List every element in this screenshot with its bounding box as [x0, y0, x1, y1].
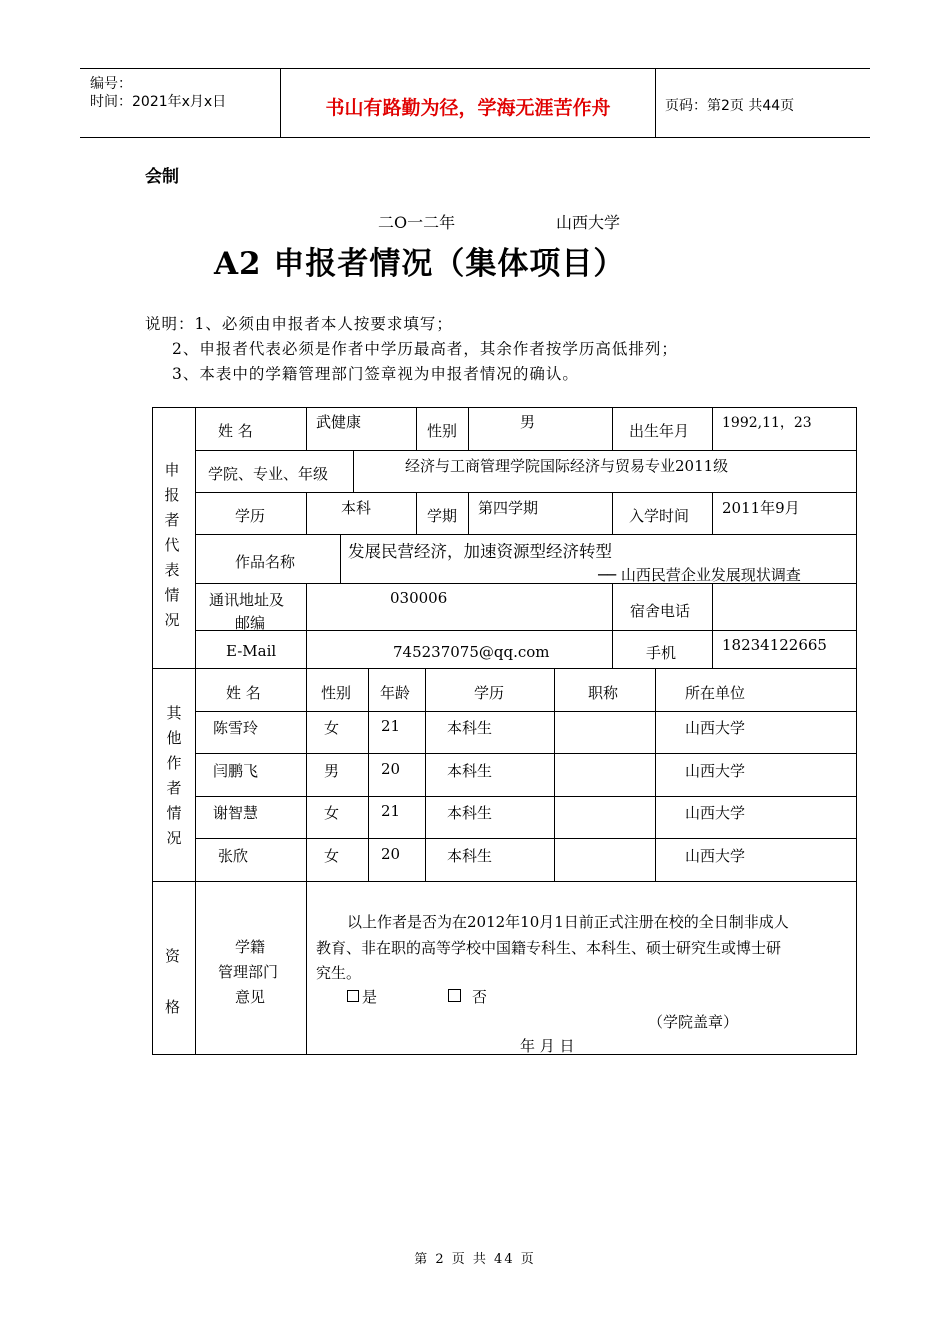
email-label: E-Mail: [226, 642, 277, 660]
header-motto-cell: [280, 69, 656, 137]
term-label: 学期: [427, 507, 458, 525]
author-education: 本科生: [447, 804, 493, 822]
document-number-label: 编号：: [90, 76, 132, 92]
dept-label-1: 学籍: [235, 938, 266, 956]
applicant-address: 030006: [390, 589, 448, 607]
dorm-phone-label: 宿舍电话: [630, 602, 691, 620]
note-line-1: 说明：1、必须由申报者本人按要求填写；: [145, 315, 453, 333]
others-header-gender: 性别: [321, 684, 352, 702]
note-line-3: 3、本表中的学籍管理部门签章视为申报者情况的确认。: [172, 365, 579, 383]
note-line-2: 2、申报者代表必须是作者中学历最高者，其余作者按学历高低排列；: [172, 340, 678, 358]
address-label-2: 邮编: [235, 614, 266, 632]
work-subtitle: ── 山西民营企业发展现状调查: [598, 566, 801, 584]
address-label-1: 通讯地址及: [209, 591, 285, 609]
author-unit: 山西大学: [685, 719, 746, 737]
author-unit: 山西大学: [685, 847, 746, 865]
applicant-email: 745237075@qq.com: [393, 643, 550, 661]
document-time-label: 时间：2021年x月x日: [90, 94, 227, 110]
work-label: 作品名称: [235, 553, 296, 571]
author-gender: 男: [324, 762, 340, 780]
yes-checkbox[interactable]: [347, 990, 359, 1002]
applicant-mobile: 18234122665: [722, 636, 827, 654]
page-header: [80, 68, 870, 138]
page-footer: 第 2 页 共 44 页: [414, 1252, 536, 1267]
qualification-statement-1: 以上作者是否为在2012年10月1日前正式注册在校的全日制非成人: [347, 913, 789, 931]
others-header-education: 学历: [474, 684, 505, 702]
work-title: 发展民营经济，加速资源型经济转型: [348, 542, 612, 561]
year-text: 二O一二年: [378, 213, 456, 232]
applicant-section-label-text: 申报者代表情况: [164, 461, 180, 629]
others-section-label-text: 其他作者情况: [166, 704, 182, 847]
applicant-enroll: 2011年9月: [722, 499, 800, 517]
applicant-gender: 男: [520, 413, 536, 431]
education-label: 学历: [235, 507, 266, 525]
qualification-statement-2: 教育、非在职的高等学校中国籍专科生、本科生、硕士研究生或博士研: [316, 939, 782, 957]
author-gender: 女: [324, 804, 340, 822]
header-motto: 书山有路勤为径，学海无涯苦作舟: [325, 97, 611, 119]
no-label: 否: [472, 988, 488, 1006]
college-label: 学院、专业、年级: [208, 465, 329, 483]
page-title: A2 申报者情况（集体项目）: [214, 246, 626, 282]
qualification-label-2: 格: [165, 998, 181, 1016]
author-unit: 山西大学: [685, 804, 746, 822]
yes-label: 是: [362, 988, 378, 1006]
others-header-unit: 所在单位: [685, 684, 746, 702]
author-education: 本科生: [447, 762, 493, 780]
author-age: 21: [381, 717, 401, 735]
dept-label-2: 管理部门: [218, 963, 279, 981]
others-header-age: 年龄: [380, 684, 411, 702]
no-checkbox[interactable]: [448, 989, 461, 1002]
mobile-label: 手机: [646, 644, 677, 662]
applicant-name: 武健康: [316, 413, 362, 431]
org-label: 会制: [145, 167, 179, 187]
applicant-birth: 1992,11，23: [722, 415, 812, 431]
gender-label: 性别: [427, 422, 458, 440]
header-meta-cell: [80, 69, 280, 137]
header-page-cell: [655, 69, 870, 137]
author-age: 20: [381, 845, 401, 863]
author-name: 陈雪玲: [213, 719, 259, 737]
seal-label: （学院盖章）: [648, 1013, 739, 1031]
author-education: 本科生: [447, 719, 493, 737]
enroll-label: 入学时间: [629, 507, 690, 525]
author-age: 21: [381, 802, 401, 820]
author-age: 20: [381, 760, 401, 778]
others-header-name: 姓 名: [226, 684, 261, 702]
qualification-label-1: 资: [165, 947, 181, 965]
author-gender: 女: [324, 847, 340, 865]
author-unit: 山西大学: [685, 762, 746, 780]
author-education: 本科生: [447, 847, 493, 865]
others-section-label: [164, 701, 184, 851]
author-name: 张欣: [218, 847, 249, 865]
author-gender: 女: [324, 719, 340, 737]
qualification-statement-3: 究生。: [316, 964, 362, 982]
others-header-title: 职称: [588, 684, 619, 702]
applicant-term: 第四学期: [478, 499, 539, 517]
university-text: 山西大学: [556, 213, 621, 232]
author-name: 谢智慧: [213, 804, 259, 822]
date-label: 年 月 日: [520, 1037, 575, 1055]
author-name: 闫鹏飞: [213, 762, 259, 780]
applicant-college: 经济与工商管理学院国际经济与贸易专业2011级: [405, 457, 729, 475]
dept-label-3: 意见: [235, 988, 266, 1006]
applicant-education: 本科: [341, 499, 372, 517]
name-label: 姓 名: [218, 422, 253, 440]
header-page-info: 页码：第2页 共44页: [665, 98, 795, 114]
applicant-section-label: [162, 458, 182, 633]
birth-label: 出生年月: [629, 422, 690, 440]
